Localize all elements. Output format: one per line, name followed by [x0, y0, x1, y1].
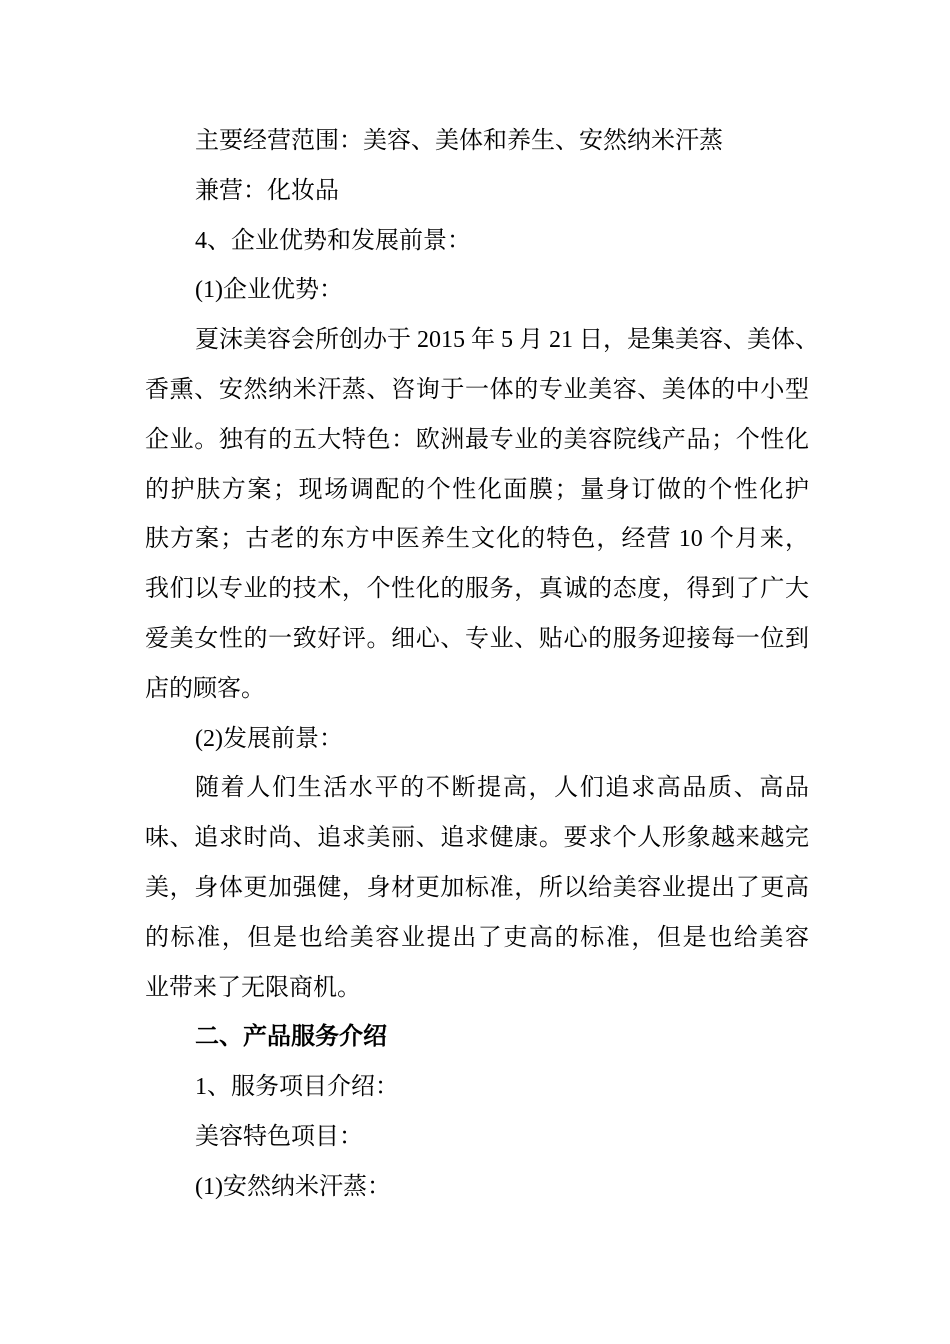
text-line: 的标准，但是也给美容业提出了吏高的标准，但是也给美容	[145, 924, 809, 951]
text-line: 夏沫美容会所创办于 2015 年 5 月 21 日，是集美容、美体、	[195, 327, 819, 354]
text-line: 的护肤方案；现场调配的个性化面膜；量身订做的个性化护	[145, 476, 809, 503]
text-line: 味、追求时尚、追求美丽、追求健康。要求个人形象越来越完	[145, 825, 809, 852]
text-line: 4、企业优势和发展前景：	[195, 227, 471, 254]
text-line: (1)企业优势：	[195, 277, 343, 304]
text-line: 业带来了无限商机。	[145, 974, 361, 1001]
text-line: 爱美女性的一致好评。细心、专业、贴心的服务迎接每一位到	[145, 625, 809, 652]
text-line: 企业。独有的五大特色：欧洲最专业的美容院线产品；个性化	[145, 426, 809, 453]
text-line: 肤方案；古老的东方中医养生文化的特色，经营 10 个月来，	[145, 526, 809, 553]
text-line: 随着人们生活水平的不断提高，人们追求高品质、高品	[195, 775, 809, 802]
text-line: 主要经营范围：美容、美体和养生、安然纳米汗蒸	[195, 128, 723, 154]
text-line: 美，身体更加强健，身材更加标准，所以给美容业提出了更高	[145, 874, 809, 901]
text-line: (1)安然纳米汗蒸：	[195, 1173, 391, 1200]
text-line: 美容特色项目：	[195, 1123, 363, 1150]
text-line: 1、服务项目介绍：	[195, 1074, 399, 1101]
section-heading: 二、产品服务介绍	[195, 1024, 387, 1051]
text-line: 店的顾客。	[145, 675, 265, 702]
text-line: 兼营：化妆品	[195, 177, 339, 204]
text-line: 我们以专业的技术，个性化的服务，真诚的态度，得到了广大	[145, 576, 809, 603]
text-line: 香熏、安然纳米汗蒸、咨询于一体的专业美容、美体的中小型	[145, 376, 809, 403]
document-body	[145, 117, 819, 1213]
text-line: (2)发展前景：	[195, 725, 343, 752]
